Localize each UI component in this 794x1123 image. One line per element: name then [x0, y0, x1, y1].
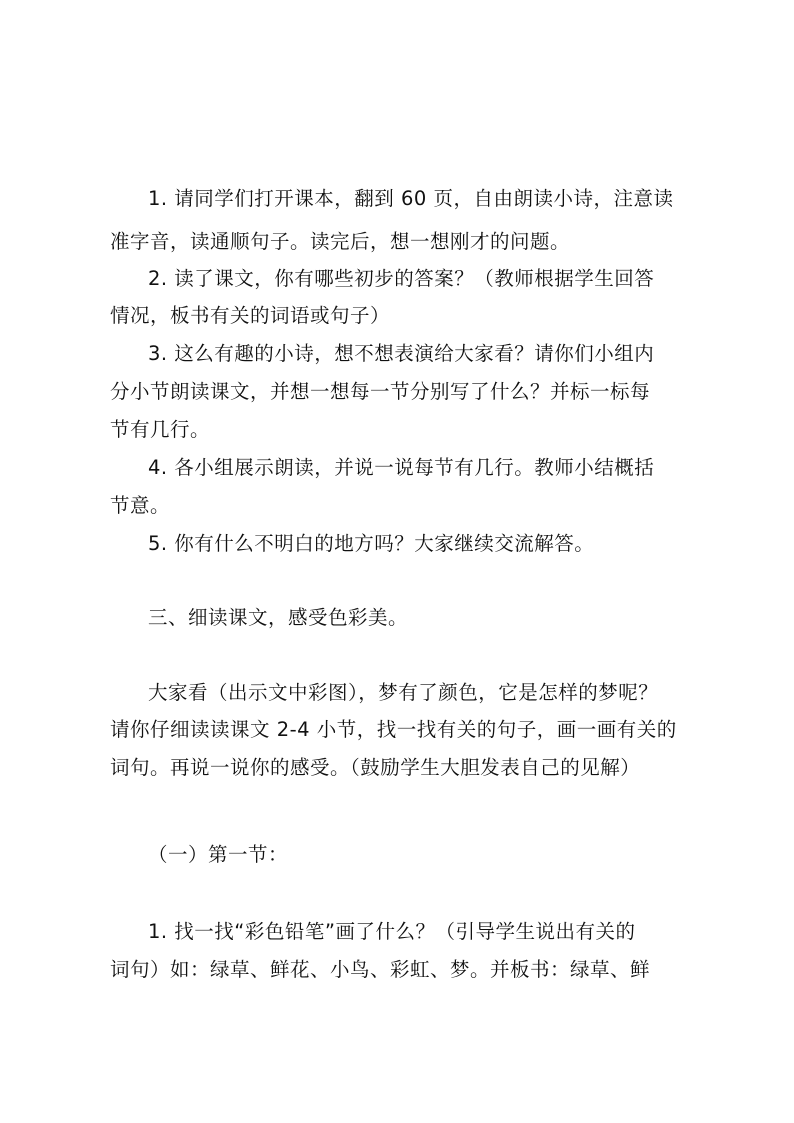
paragraph-line-3: 词句。再说一说你的感受。（鼓励学生大胆发表自己的见解）	[110, 756, 641, 779]
list-item-2-line-1: 2. 读了课文，你有哪些初步的答案？（教师根据学生回答	[148, 267, 655, 290]
list-item-5-line-1: 5. 你有什么不明白的地方吗？大家继续交流解答。	[148, 532, 595, 555]
list-item-1-line-2: 准字音，读通顺句子。读完后，想一想刚才的问题。	[110, 230, 571, 253]
section-heading: 三、细读课文，感受色彩美。	[148, 606, 409, 629]
list-item-4-line-1: 4. 各小组展示朗读，并说一说每节有几行。教师小结概括	[148, 456, 655, 479]
item-line-2: 词句）如：绿草、鲜花、小鸟、彩虹、梦。并板书：绿草、鲜	[110, 958, 651, 981]
sub-heading: （一）第一节：	[148, 843, 289, 866]
list-item-3-line-3: 节有几行。	[110, 418, 211, 441]
list-item-4-line-2: 节意。	[110, 494, 171, 517]
list-item-3-line-2: 分小节朗读课文，并想一想每一节分别写了什么？并标一标每	[110, 380, 651, 403]
list-item-3-line-1: 3. 这么有趣的小诗，想不想表演给大家看？请你们小组内	[148, 342, 655, 365]
list-item-2-line-2: 情况，板书有关的词语或句子）	[110, 304, 391, 327]
paragraph-line-1: 大家看（出示文中彩图），梦有了颜色，它是怎样的梦呢？	[148, 681, 659, 704]
paragraph-line-2: 请你仔细读读课文 2-4 小节，找一找有关的句子，画一画有关的	[110, 718, 677, 741]
item-line-1: 1. 找一找“彩色铅笔”画了什么？（引导学生说出有关的	[148, 920, 636, 943]
list-item-1-line-1: 1. 请同学们打开课本，翻到 60 页，自由朗读小诗，注意读	[148, 187, 674, 210]
